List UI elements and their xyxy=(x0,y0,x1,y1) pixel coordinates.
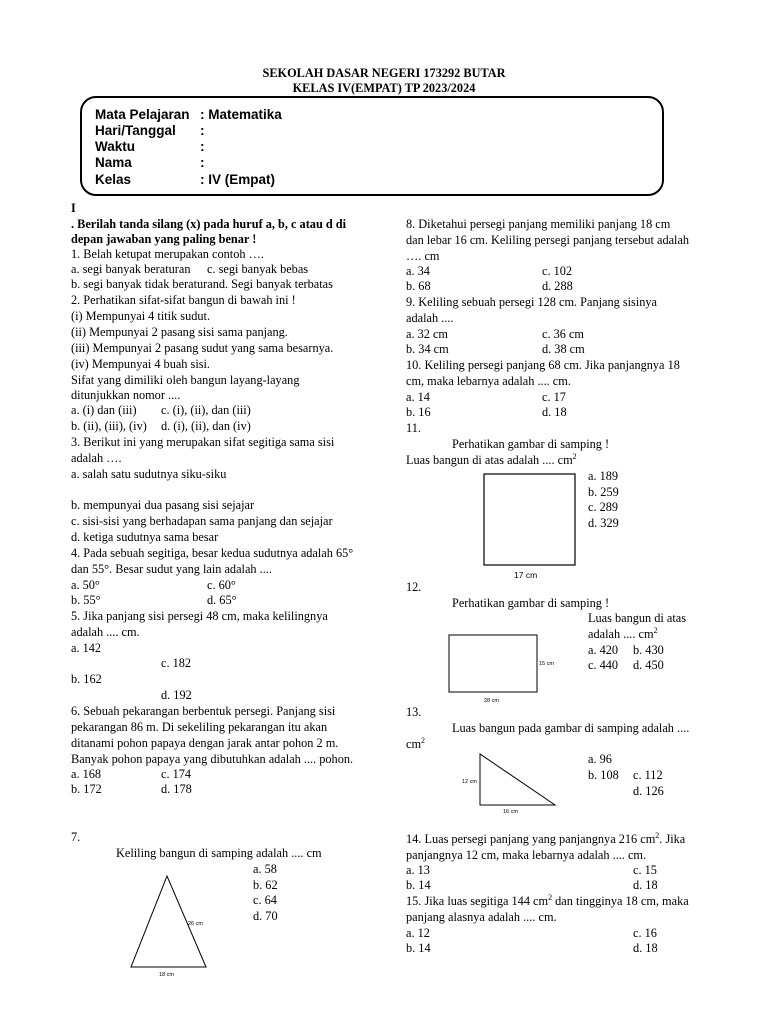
q12-instruction: Perhatikan gambar di samping ! xyxy=(452,596,610,610)
q9-option-d: d. 38 cm xyxy=(542,342,585,356)
q13-height-label: 12 cm xyxy=(462,779,477,785)
q12-side-label: 15 cm xyxy=(539,661,554,667)
day-label: Hari/Tanggal xyxy=(95,123,176,138)
q11-option-b: b. 259 xyxy=(588,485,619,499)
q5-option-b: b. 162 xyxy=(71,672,102,686)
q11-question: Luas bangun di atas adalah .... $cm^2$ xyxy=(406,451,577,467)
q13-option-b: b. 108 xyxy=(588,768,619,782)
q4-option-c: c. 60° xyxy=(207,578,236,592)
q8-option-c: c. 102 xyxy=(542,264,573,278)
q15-option-b: b. 14 xyxy=(406,941,431,955)
q1-option-c: c. segi banyak bebas xyxy=(207,262,309,276)
name-label: Nama xyxy=(95,155,132,170)
q11-instruction: Perhatikan gambar di samping ! xyxy=(452,437,610,451)
q15-option-c: c. 16 xyxy=(633,926,657,940)
q5-option-d: d. 192 xyxy=(161,688,192,702)
instruction-line-2: depan jawaban yang paling benar ! xyxy=(71,232,257,246)
q7-triangle-figure xyxy=(125,872,225,982)
q7-option-d: d. 70 xyxy=(253,909,278,923)
section-roman: I xyxy=(71,201,76,215)
q5-line-2: adalah .... cm. xyxy=(71,625,140,639)
square-shape xyxy=(484,474,575,565)
q9-option-b: b. 34 cm xyxy=(406,342,449,356)
q7-option-c: c. 64 xyxy=(253,893,277,907)
q5-option-a: a. 142 xyxy=(71,641,102,655)
q6-line-4: Banyak pohon papaya yang dibutuhkan adalah .... pohon. xyxy=(71,752,354,766)
q14-option-a: a. 13 xyxy=(406,863,430,877)
q13-number: 13. xyxy=(406,705,422,719)
q9-line-2: adalah .... xyxy=(406,311,454,325)
q6-line-2: pekarangan 86 m. Di sekeliling pekarangan itu akan xyxy=(71,720,328,734)
rectangle-shape xyxy=(449,635,537,692)
right-triangle-shape xyxy=(480,754,555,805)
q7-option-a: a. 58 xyxy=(253,862,277,876)
class-year-title: KELAS IV(EMPAT) TP 2023/2024 xyxy=(292,81,476,95)
q14-option-d: d. 18 xyxy=(633,878,658,892)
q14-option-c: c. 15 xyxy=(633,863,657,877)
q8-line-1: 8. Diketahui persegi panjang memiliki panjang 18 cm xyxy=(406,217,671,231)
q13-unit: $cm^2$ xyxy=(406,735,426,751)
q12-line-1: Luas bangun di atas xyxy=(588,611,687,625)
q12-line-2: adalah .... $cm^2$ xyxy=(588,625,658,641)
q2-line-2: ditunjukkan nomor .... xyxy=(71,388,181,402)
q12-base-label: 28 cm xyxy=(484,698,499,704)
q10-option-d: d. 18 xyxy=(542,405,567,419)
q14-line-1: 14. Luas persegi panjang yang panjangnya 216 $cm^2$. Jika xyxy=(406,830,686,846)
q6-option-a: a. 168 xyxy=(71,767,102,781)
q6-option-c: c. 174 xyxy=(161,767,192,781)
q8-option-b: b. 68 xyxy=(406,279,431,293)
q13-option-c: c. 112 xyxy=(633,768,663,782)
q4-option-d: d. 65° xyxy=(207,593,237,607)
q10-option-c: c. 17 xyxy=(542,390,566,404)
q12-rectangle-figure xyxy=(445,632,565,707)
q6-line-3: ditanami pohon papaya dengan jarak antar pohon 2 m. xyxy=(71,736,339,750)
q6-option-d: d. 178 xyxy=(161,782,192,796)
q9-line-1: 9. Keliling sebuah persegi 128 cm. Panjang sisinya xyxy=(406,295,658,309)
q2-line-1: Sifat yang dimiliki oleh bangun layang-layang xyxy=(71,373,300,387)
q10-line-1: 10. Keliling persegi panjang 68 cm. Jika panjangnya 18 xyxy=(406,358,680,372)
class-label: Kelas xyxy=(95,172,132,187)
q9-option-a: a. 32 cm xyxy=(406,327,449,341)
q12-option-d: d. 450 xyxy=(633,658,664,672)
q2-item-iii: (iii) Mempunyai 2 pasang sudut yang sama besarnya. xyxy=(71,341,334,355)
q4-option-a: a. 50° xyxy=(71,578,100,592)
q3-line-1: 3. Berikut ini yang merupakan sifat segitiga sama sisi xyxy=(71,435,335,449)
q8-line-3: …. cm xyxy=(406,249,440,263)
q2-option-b: b. (ii), (iii), (iv) xyxy=(71,419,147,433)
q13-option-d: d. 126 xyxy=(633,784,664,798)
q7-number: 7. xyxy=(71,830,81,844)
q7-side-label: 26 cm xyxy=(188,921,203,927)
q13-base-label: 16 cm xyxy=(503,809,518,815)
q12-number: 12. xyxy=(406,580,422,594)
q4-line-2: dan 55°. Besar sudut yang lain adalah .... xyxy=(71,562,272,576)
q3-option-b: b. mempunyai dua pasang sisi sejajar xyxy=(71,498,255,512)
q11-option-d: d. 329 xyxy=(588,516,619,530)
q12-option-b: b. 430 xyxy=(633,643,664,657)
q11-option-a: a. 189 xyxy=(588,469,619,483)
q7-base-label: 18 cm xyxy=(159,972,174,978)
class-value: : IV (Empat) xyxy=(200,172,276,187)
q3-option-a: a. salah satu sudutnya siku-siku xyxy=(71,467,227,481)
q6-option-b: b. 172 xyxy=(71,782,102,796)
q8-option-d: d. 288 xyxy=(542,279,573,293)
q15-line-2: panjang alasnya adalah .... cm. xyxy=(406,910,557,924)
subject-value: : Matematika xyxy=(200,107,282,122)
q4-option-b: b. 55° xyxy=(71,593,101,607)
q2-item-i: (i) Mempunyai 4 titik sudut. xyxy=(71,309,211,323)
q8-line-2: dan lebar 16 cm. Keliling persegi panjang tersebut adalah xyxy=(406,233,690,247)
time-value: : xyxy=(200,139,205,154)
q3-option-c: c. sisi-sisi yang berhadapan sama panjang dan sejajar xyxy=(71,514,333,528)
q2-option-c: c. (i), (ii), dan (iii) xyxy=(161,403,251,417)
q15-line-1: 15. Jika luas segitiga 144 $cm^2$ dan tingginya 18 cm, maka xyxy=(406,892,689,908)
q13-right-triangle-figure xyxy=(455,750,565,820)
q7-question: Keliling bangun di samping adalah .... cm xyxy=(116,846,322,860)
instruction-line-1: . Berilah tanda silang (x) pada huruf a, b, c atau d di xyxy=(71,217,347,231)
q10-option-a: a. 14 xyxy=(406,390,430,404)
q1-option-b: b. segi banyak tidak beraturand. Segi banyak terbatas xyxy=(71,277,333,291)
q2-item-ii: (ii) Mempunyai 2 pasang sisi sama panjang. xyxy=(71,325,288,339)
q5-line-1: 5. Jika panjang sisi persegi 48 cm, maka kelilingnya xyxy=(71,609,328,623)
q13-question: Luas bangun pada gambar di samping adalah .... xyxy=(452,721,690,735)
subject-label: Mata Pelajaran xyxy=(95,107,190,122)
name-value: : xyxy=(200,155,205,170)
q6-line-1: 6. Sebuah pekarangan berbentuk persegi. Panjang sisi xyxy=(71,704,336,718)
q12-option-a: a. 420 xyxy=(588,643,619,657)
q11-side-label: 17 cm xyxy=(514,570,538,580)
q14-option-b: b. 14 xyxy=(406,878,431,892)
q4-line-1: 4. Pada sebuah segitiga, besar kedua sudutnya adalah 65° xyxy=(71,546,354,560)
q11-option-c: c. 289 xyxy=(588,500,619,514)
q15-option-a: a. 12 xyxy=(406,926,430,940)
q1-option-a: a. segi banyak beraturan xyxy=(71,262,191,276)
day-value: : xyxy=(200,123,205,138)
q10-line-2: cm, maka lebarnya adalah .... cm. xyxy=(406,374,571,388)
q7-option-b: b. 62 xyxy=(253,878,278,892)
q2-question: 2. Perhatikan sifat-sifat bangun di bawah ini ! xyxy=(71,293,296,307)
q13-option-a: a. 96 xyxy=(588,752,612,766)
school-title: SEKOLAH DASAR NEGERI 173292 BUTAR xyxy=(262,66,506,80)
q11-number: 11. xyxy=(406,421,421,435)
q3-line-2: adalah …. xyxy=(71,451,122,465)
q14-line-2: panjangnya 12 cm, maka lebarnya adalah .... cm. xyxy=(406,848,647,862)
q11-square-figure xyxy=(480,472,580,582)
q8-option-a: a. 34 xyxy=(406,264,430,278)
q5-option-c: c. 182 xyxy=(161,656,192,670)
q10-option-b: b. 16 xyxy=(406,405,431,419)
q2-option-a: a. (i) dan (iii) xyxy=(71,403,137,417)
q12-option-c: c. 440 xyxy=(588,658,619,672)
q2-item-iv: (iv) Mempunyai 4 buah sisi. xyxy=(71,357,211,371)
time-label: Waktu xyxy=(95,139,135,154)
q2-option-d: d. (i), (ii), dan (iv) xyxy=(161,419,251,433)
q1-question: 1. Belah ketupat merupakan contoh …. xyxy=(71,247,264,261)
q9-option-c: c. 36 cm xyxy=(542,327,585,341)
q3-option-d: d. ketiga sudutnya sama besar xyxy=(71,530,219,544)
q15-option-d: d. 18 xyxy=(633,941,658,955)
